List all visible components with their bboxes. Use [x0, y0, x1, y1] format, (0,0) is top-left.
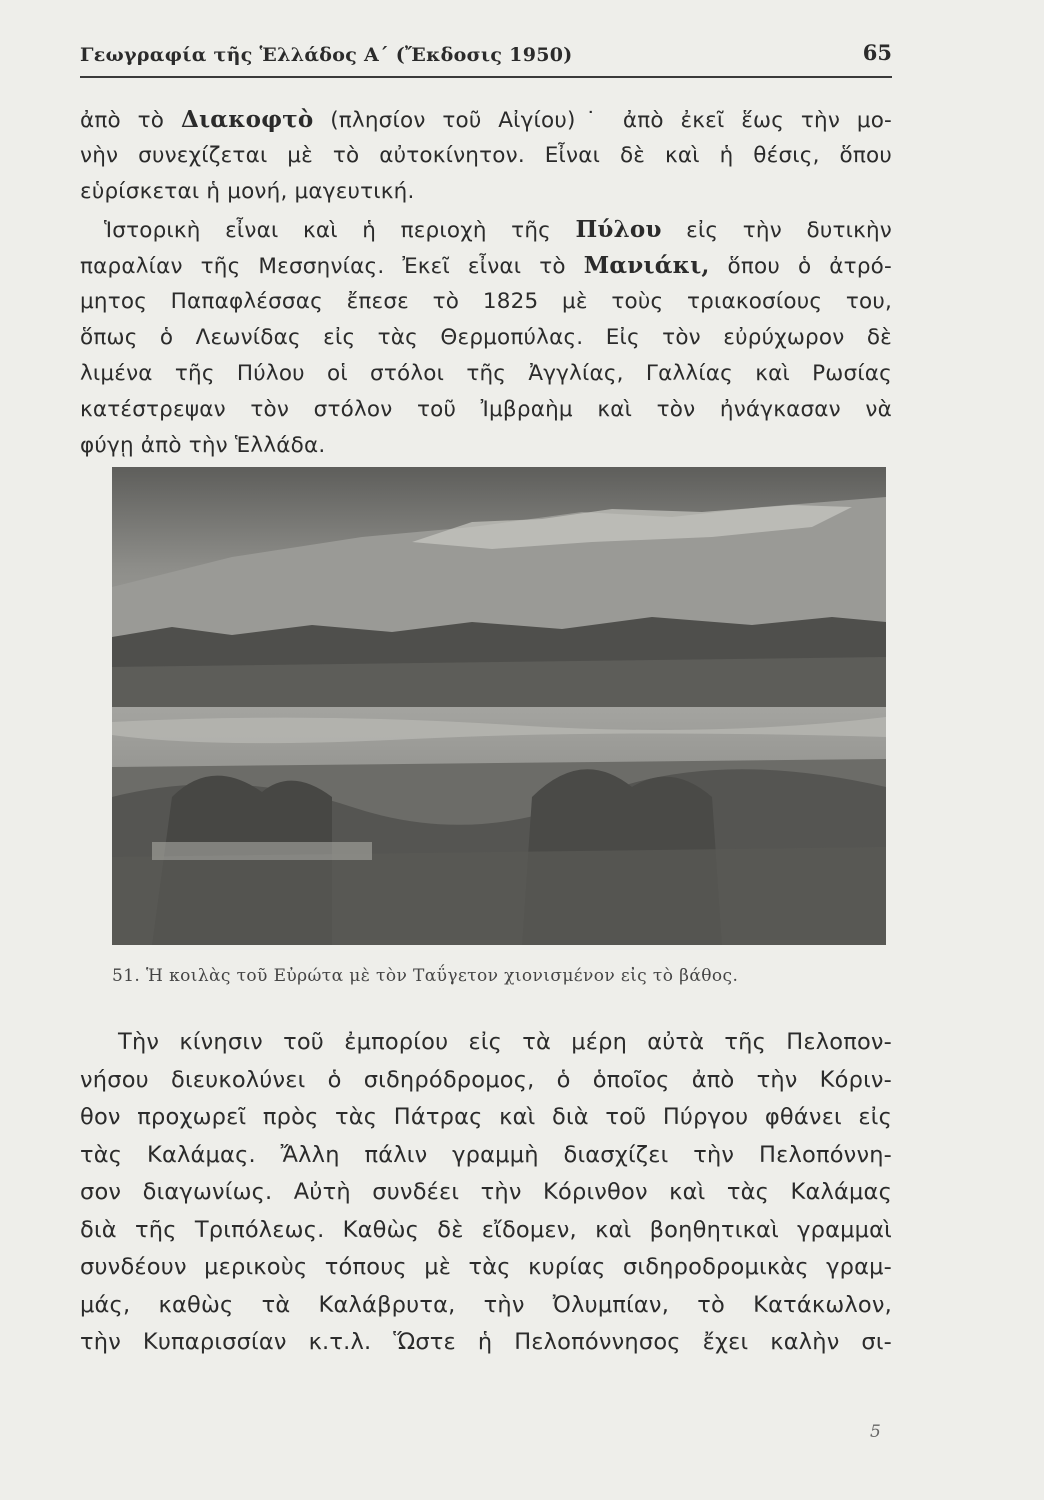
- photo-eurotas-valley: [112, 467, 886, 945]
- text-line: λιμένα τῆς Πύλου οἱ στόλοι τῆς Ἀγγλίας, Γαλλίας καὶ Ρωσίας: [80, 361, 892, 386]
- text-line: εὑρίσκεται ἡ μονή, μαγευτική.: [80, 179, 415, 204]
- bold-placename: Πύλου: [575, 216, 662, 243]
- text-line: φύγῃ ἀπὸ τὴν Ἑλλάδα.: [80, 433, 326, 458]
- paragraph-pylos: [80, 212, 892, 464]
- text-line: τὰς Καλάμας. Ἄλλη πάλιν γραμμὴ διασχίζει τὴν Πελοπόννη-: [80, 1141, 892, 1168]
- text-line: παραλίαν τῆς Μεσσηνίας. Ἐκεῖ εἶναι τὸ Μανιάκι, ὅπου ὁ ἀτρό-: [80, 252, 892, 279]
- running-header: [80, 36, 892, 78]
- text-line: ἀπὸ τὸ Διακοφτὸ (πλησίον τοῦ Αἰγίου)˙ ἀπὸ ἐκεῖ ἕως τὴν μο-: [80, 106, 893, 133]
- page-number: 65: [862, 40, 892, 65]
- text-line: συνδέουν μερικοὺς τόπους μὲ τὰς κυρίας σιδηροδρομικὰς γραμ-: [80, 1254, 892, 1280]
- bold-placename: Μανιάκι,: [583, 252, 710, 279]
- landscape-photo-image: [112, 467, 886, 945]
- text-line: μητος Παπαφλέσσας ἔπεσε τὸ 1825 μὲ τοὺς τριακοσίους του,: [80, 289, 892, 314]
- signature-mark: 5: [870, 1422, 881, 1442]
- text-line: μάς, καθὼς τὰ Καλάβρυτα, τὴν Ὀλυμπίαν, τὸ Κατάκωλον,: [80, 1291, 892, 1318]
- bold-placename: Διακοφτὸ: [180, 106, 314, 133]
- text-line: σον διαγωνίως. Αὐτὴ συνδέει τὴν Κόρινθον καὶ τὰς Καλάμας: [80, 1179, 892, 1205]
- text-line: νὴν συνεχίζεται μὲ τὸ αὐτοκίνητον. Εἶναι δὲ καὶ ἡ θέσις, ὅπου: [80, 143, 892, 168]
- text-line: κατέστρεψαν τὸν στόλον τοῦ Ἰμβραὴμ καὶ τὸν ἠνάγκασαν νὰ: [80, 397, 892, 422]
- text-line: Ἱστορικὴ εἶναι καὶ ἡ περιοχὴ τῆς Πύλου εἰς τὴν δυτικὴν: [104, 216, 892, 243]
- paragraph-diakofto: [80, 102, 892, 210]
- header-title: Γεωγραφία τῆς Ἑλλάδος Α΄ (Ἔκδοσις 1950): [80, 44, 573, 66]
- paragraph-railway: [80, 1024, 892, 1362]
- figure-caption: 51. Ἡ κοιλὰς τοῦ Εὐρώτα μὲ τὸν Ταΰγετον χιονισμένον εἰς τὸ βάθος.: [112, 966, 739, 986]
- text-line: θον προχωρεῖ πρὸς τὰς Πάτρας καὶ διὰ τοῦ Πύργου φθάνει εἰς: [80, 1104, 892, 1130]
- text-line: Τὴν κίνησιν τοῦ ἐμπορίου εἰς τὰ μέρη αὐτὰ τῆς Πελοπον-: [118, 1029, 892, 1055]
- text-line: ὅπως ὁ Λεωνίδας εἰς τὰς Θερμοπύλας. Εἰς τὸν εὐρύχωρον δὲ: [80, 325, 892, 350]
- text-line: διὰ τῆς Τριπόλεως. Καθὼς δὲ εἴδομεν, καὶ βοηθητικαὶ γραμμαὶ: [80, 1216, 892, 1243]
- text-line: τὴν Κυπαρισσίαν κ.τ.λ. Ὥστε ἡ Πελοπόννησος ἔχει καλὴν σι-: [80, 1329, 892, 1355]
- text-line: νήσου διευκολύνει ὁ σιδηρόδρομος, ὁ ὁποῖος ἀπὸ τὴν Κόριν-: [80, 1066, 892, 1093]
